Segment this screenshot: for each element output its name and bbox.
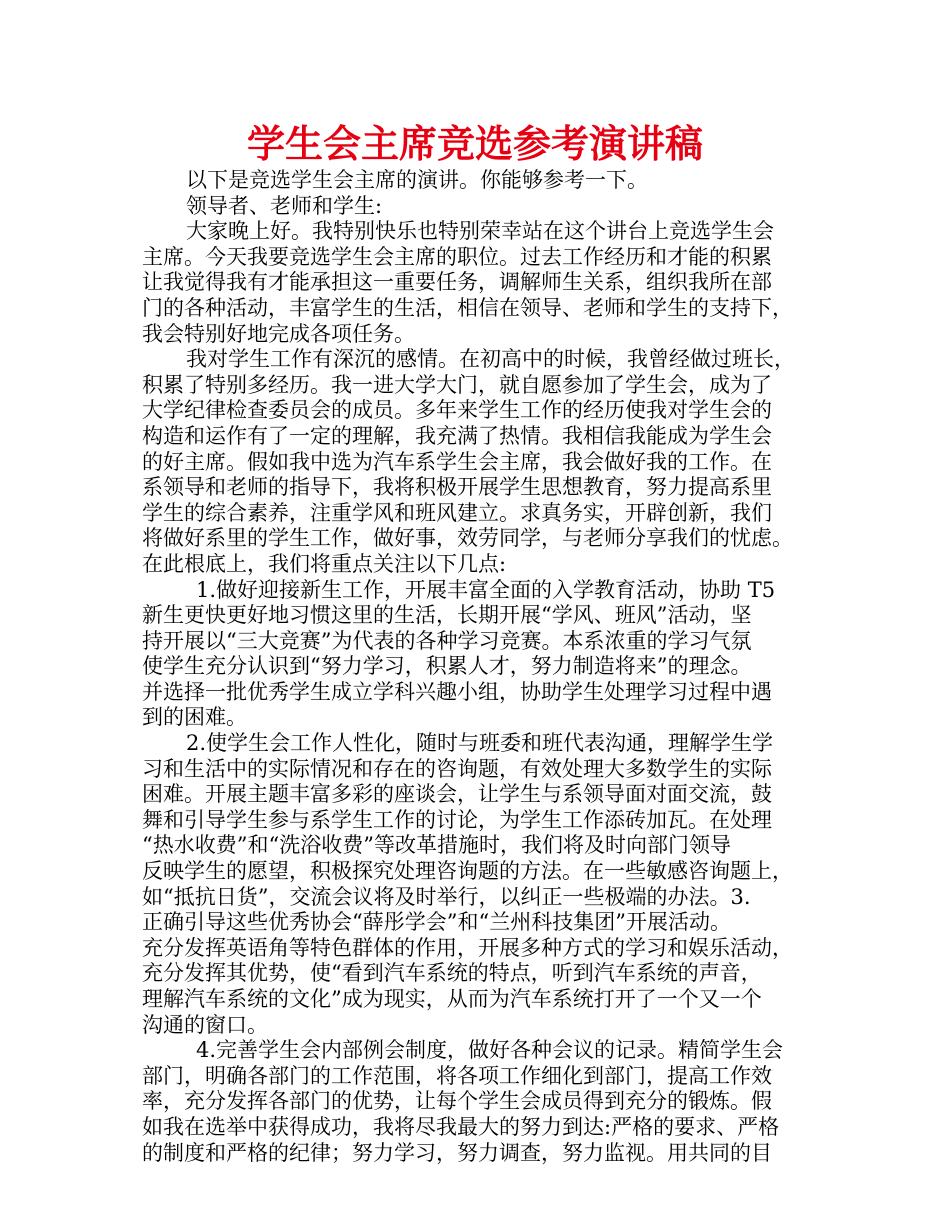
paragraph-line: 并选择一批优秀学生成立学科兴趣小组，协助学生处理学习过程中遇: [142, 679, 772, 704]
paragraph-line: 将做好系里的学生工作，做好事，效劳同学，与老师分享我们的忧虑。: [142, 526, 793, 551]
paragraph-line: 持开展以“三大竞赛”为代表的各种学习竞赛。本系浓重的学习气氛: [142, 628, 752, 653]
document-body: [142, 168, 812, 1166]
paragraph-line: 积累了特别多经历。我一进大学大门，就自愿参加了学生会，成为了: [142, 372, 772, 397]
paragraph-line: 的好主席。假如我中选为汽车系学生会主席，我会做好我的工作。在: [142, 449, 772, 474]
paragraph-line: 理解汽车系统的文化”成为现实，从而为汽车系统打开了一个又一个: [142, 987, 762, 1011]
paragraph-line: 正确引导这些优秀协会“薛彤学会”和“兰州科技集团”开展活动。: [142, 910, 731, 935]
paragraph-line: 学生的综合素养，注重学风和班风建立。求真务实，开辟创新，我们: [142, 500, 772, 525]
paragraph-line: 我对学生工作有深沉的感情。在初高中的时候，我曾经做过班长，: [186, 347, 795, 372]
paragraph-line: 使学生充分认识到“努力学习，积累人才，努力制造将来”的理念。: [142, 654, 752, 679]
paragraph-line: 1.做好迎接新生工作，开展丰富全面的入学教育活动，协助 T5: [196, 577, 776, 602]
paragraph-line: 在此根底上，我们将重点关注以下几点:: [142, 551, 507, 576]
paragraph-line: 主席。今天我要竞选学生会主席的职位。过去工作经历和才能的积累: [142, 244, 772, 269]
paragraph-line: 大家晚上好。我特别快乐也特别荣幸站在这个讲台上竞选学生会: [186, 219, 774, 244]
paragraph-line: 困难。开展主题丰富多彩的座谈会，让学生与系领导面对面交流，鼓: [142, 782, 772, 807]
paragraph-line: 习和生活中的实际情况和存在的咨询题，有效处理大多数学生的实际: [142, 756, 772, 781]
paragraph-line: 反映学生的愿望，积极探究处理咨询题的方法。在一些敏感咨询题上，: [142, 859, 793, 884]
paragraph-line: “热水收费”和“洗浴收费”等改革措施时，我们将及时向部门领导: [142, 833, 731, 858]
paragraph-line: 新生更快更好地习惯这里的生活，长期开展“学风、班风”活动，坚: [142, 603, 752, 628]
paragraph-line: 系领导和老师的指导下，我将积极开展学生思想教育，努力提高系里: [142, 475, 772, 500]
paragraph-line: 部门，明确各部门的工作范围，将各项工作细化到部门，提高工作效: [142, 1063, 772, 1088]
paragraph-line: 领导者、老师和学生:: [186, 193, 383, 218]
paragraph-line: 率，充分发挥各部门的优势，让每个学生会成员得到充分的锻炼。假: [142, 1089, 772, 1114]
paragraph-line: 充分发挥其优势，使“看到汽车系统的特点，听到汽车系统的声音，: [142, 961, 762, 986]
paragraph-line: 2.使学生会工作人性化，随时与班委和班代表沟通，理解学生学: [186, 731, 774, 756]
paragraph-line: 我会特别好地完成各项任务。: [142, 321, 415, 346]
paragraph-line: 的制度和严格的纪律；努力学习，努力调查，努力监视。用共同的目: [142, 1140, 772, 1165]
paragraph-line: 如我在选举中获得成功，我将尽我最大的努力到达:严格的要求、严格: [142, 1114, 780, 1139]
paragraph-line: 到的困难。: [142, 705, 247, 730]
paragraph-line: 如“抵抗日货”，交流会议将及时举行，以纠正一些极端的办法。3.: [142, 884, 751, 909]
paragraph-line: 构造和运作有了一定的理解，我充满了热情。我相信我能成为学生会: [142, 423, 772, 448]
paragraph-line: 以下是竞选学生会主席的演讲。你能够参考一下。: [186, 168, 648, 192]
paragraph-line: 4.完善学生会内部例会制度，做好各种会议的记录。精简学生会: [196, 1038, 784, 1063]
document-title: 学生会主席竞选参考演讲稿: [246, 122, 703, 166]
paragraph-line: 大学纪律检查委员会的成员。多年来学生工作的经历使我对学生会的: [142, 398, 772, 423]
paragraph-line: 让我觉得我有才能承担这一重要任务，调解师生关系，组织我所在部: [142, 270, 772, 295]
paragraph-line: 门的各种活动，丰富学生的生活，相信在领导、老师和学生的支持下，: [142, 295, 793, 320]
paragraph-line: 舞和引导学生参与系学生工作的讨论，为学生工作添砖加瓦。在处理: [142, 807, 772, 832]
paragraph-line: 沟通的窗口。: [142, 1012, 268, 1037]
paragraph-line: 充分发挥英语角等特色群体的作用，开展多种方式的学习和娱乐活动，: [142, 935, 793, 960]
